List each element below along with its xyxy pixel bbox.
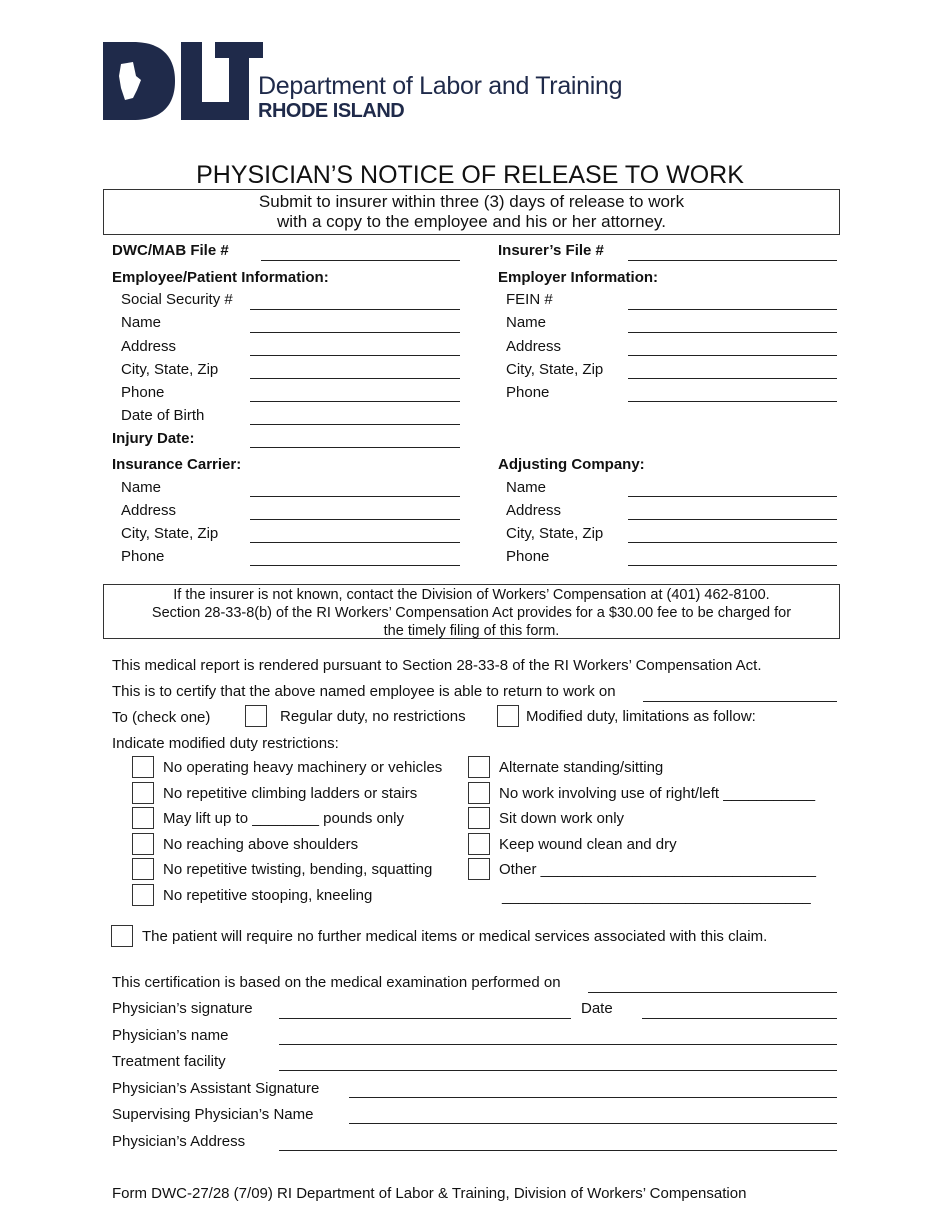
restriction-label: No repetitive stooping, kneeling [163, 887, 373, 904]
ssn-field[interactable] [250, 309, 460, 310]
insurer-name-label: Name [121, 479, 162, 496]
restriction-label: No repetitive twisting, bending, squatting [163, 861, 433, 878]
injury-date-label: Injury Date: [112, 430, 195, 447]
dept-name: Department of Labor and Training [258, 72, 623, 100]
restriction-checkbox[interactable] [468, 833, 490, 855]
restriction-label: Alternate standing/sitting [499, 759, 664, 776]
employee-city-field[interactable] [250, 378, 460, 379]
restriction-checkbox[interactable] [132, 858, 154, 880]
fein-field[interactable] [628, 309, 837, 310]
other-continuation-line[interactable]: _____________________________________ [502, 888, 811, 905]
restriction-checkbox[interactable] [132, 782, 154, 804]
physician-name-label: Physician’s name [112, 1027, 229, 1044]
adjuster-address-field[interactable] [628, 519, 837, 520]
restriction-checkbox[interactable] [468, 782, 490, 804]
employer-name-label: Name [506, 314, 547, 331]
employee-address-label: Address [121, 338, 177, 355]
employee-heading: Employee/Patient Information: [112, 269, 329, 286]
supervising-name-field[interactable] [349, 1123, 837, 1124]
employee-phone-label: Phone [121, 384, 165, 401]
based-on-label: This certification is based on the medical examination performed on [112, 974, 561, 991]
physician-address-field[interactable] [279, 1150, 837, 1151]
adjuster-name-label: Name [506, 479, 547, 496]
page-title: PHYSICIAN’S NOTICE OF RELEASE TO WORK [196, 161, 744, 189]
insurer-file-field[interactable] [628, 260, 837, 261]
dwc-file-label: DWC/MAB File # [112, 242, 229, 259]
employer-heading: Employer Information: [498, 269, 659, 286]
restriction-label: Keep wound clean and dry [499, 836, 677, 853]
check-one-label: To (check one) [112, 709, 211, 726]
physician-signature-field[interactable] [279, 1018, 571, 1019]
employee-name-label: Name [121, 314, 162, 331]
insurer-notice-box [103, 584, 840, 639]
restriction-checkbox[interactable] [132, 884, 154, 906]
insurer-name-field[interactable] [250, 496, 460, 497]
restriction-label: Other _________________________________ [499, 861, 816, 878]
pa-signature-field[interactable] [349, 1097, 837, 1098]
employer-address-field[interactable] [628, 355, 837, 356]
restriction-checkbox[interactable] [132, 807, 154, 829]
dob-label: Date of Birth [121, 407, 205, 424]
insurer-address-label: Address [121, 502, 177, 519]
form-footer: Form DWC-27/28 (7/09) RI Department of Labor & Training, Division of Workers’ Compensation [112, 1185, 747, 1202]
restriction-label: No operating heavy machinery or vehicles [163, 759, 443, 776]
pursuant-text: This medical report is rendered pursuant to Section 28-33-8 of the RI Workers’ Compensation Act. [112, 657, 762, 674]
restriction-label: No repetitive climbing ladders or stairs [163, 785, 418, 802]
employer-phone-field[interactable] [628, 401, 837, 402]
insurer-phone-label: Phone [121, 548, 165, 565]
physician-address-label: Physician’s Address [112, 1133, 246, 1150]
restriction-label: May lift up to ________ pounds only [163, 810, 405, 827]
dlt-logo [103, 42, 263, 122]
adjuster-address-label: Address [506, 502, 562, 519]
notice-line-3: the timely filing of this form. [383, 623, 560, 639]
dob-field[interactable] [250, 424, 460, 425]
no-further-checkbox[interactable] [111, 925, 133, 947]
employer-address-label: Address [506, 338, 562, 355]
regular-duty-checkbox[interactable] [245, 705, 267, 727]
treatment-facility-field[interactable] [279, 1070, 837, 1071]
restriction-checkbox[interactable] [468, 858, 490, 880]
treatment-facility-label: Treatment facility [112, 1053, 226, 1070]
submit-instructions-box [103, 189, 840, 235]
pa-signature-label: Physician’s Assistant Signature [112, 1080, 320, 1097]
regular-duty-label: Regular duty, no restrictions [280, 708, 466, 725]
modified-duty-checkbox[interactable] [497, 705, 519, 727]
return-date-field[interactable] [643, 701, 837, 702]
submit-line-2: with a copy to the employee and his or her attorney. [276, 212, 667, 231]
adjusting-heading: Adjusting Company: [498, 456, 645, 473]
adjuster-phone-label: Phone [506, 548, 550, 565]
employee-name-field[interactable] [250, 332, 460, 333]
adjuster-city-label: City, State, Zip [506, 525, 604, 542]
dwc-file-field[interactable] [261, 260, 460, 261]
supervising-name-label: Supervising Physician’s Name [112, 1106, 314, 1123]
physician-name-field[interactable] [279, 1044, 837, 1045]
employer-phone-label: Phone [506, 384, 550, 401]
adjuster-city-field[interactable] [628, 542, 837, 543]
employee-phone-field[interactable] [250, 401, 460, 402]
injury-date-field[interactable] [250, 447, 460, 448]
modified-duty-label: Modified duty, limitations as follow: [526, 708, 756, 725]
insurer-city-field[interactable] [250, 542, 460, 543]
notice-line-1: If the insurer is not known, contact the Division of Workers’ Compensation at (401) 462-8100. [173, 587, 770, 603]
exam-date-field[interactable] [588, 992, 837, 993]
dept-state: RHODE ISLAND [258, 100, 405, 122]
employee-address-field[interactable] [250, 355, 460, 356]
adjuster-phone-field[interactable] [628, 565, 837, 566]
restriction-checkbox[interactable] [468, 807, 490, 829]
insurance-heading: Insurance Carrier: [112, 456, 242, 473]
date-label: Date [581, 1000, 613, 1017]
employer-city-field[interactable] [628, 378, 837, 379]
certify-text: This is to certify that the above named employee is able to return to work on [112, 683, 616, 700]
physician-signature-label: Physician’s signature [112, 1000, 253, 1017]
adjuster-name-field[interactable] [628, 496, 837, 497]
insurer-file-label: Insurer’s File # [498, 242, 604, 259]
restriction-label: No work involving use of right/left ___________ [499, 785, 816, 802]
restriction-checkbox[interactable] [132, 756, 154, 778]
insurer-city-label: City, State, Zip [121, 525, 219, 542]
ssn-label: Social Security # [121, 291, 233, 308]
restriction-checkbox[interactable] [468, 756, 490, 778]
no-further-label: The patient will require no further medical items or medical services associated with this claim. [142, 928, 768, 945]
submit-line-1: Submit to insurer within three (3) days of release to work [258, 192, 685, 211]
employer-name-field[interactable] [628, 332, 837, 333]
insurer-address-field[interactable] [250, 519, 460, 520]
restriction-checkbox[interactable] [132, 833, 154, 855]
insurer-phone-field[interactable] [250, 565, 460, 566]
employer-city-label: City, State, Zip [506, 361, 604, 378]
restriction-label: Sit down work only [499, 810, 625, 827]
notice-line-2: Section 28-33-8(b) of the RI Workers’ Compensation Act provides for a $30.00 fee to be charged for [151, 605, 792, 621]
signature-date-field[interactable] [642, 1018, 837, 1019]
indicate-label: Indicate modified duty restrictions: [112, 735, 339, 752]
employee-city-label: City, State, Zip [121, 361, 219, 378]
restriction-label: No reaching above shoulders [163, 836, 359, 853]
fein-label: FEIN # [506, 291, 553, 308]
